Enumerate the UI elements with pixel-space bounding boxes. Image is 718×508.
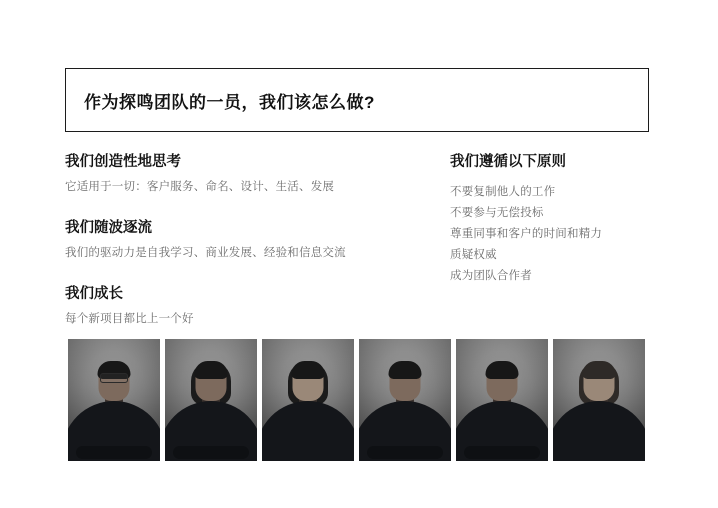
principle-item: 成为团队合作者 — [450, 270, 532, 282]
principle-item: 尊重同事和客户的时间和精力 — [450, 228, 603, 240]
value-block-title: 我们成长 — [65, 286, 123, 302]
team-member-portrait-3 — [262, 339, 354, 461]
headline-box — [65, 68, 649, 132]
portrait-arms — [173, 446, 249, 459]
team-member-portrait-6 — [553, 339, 645, 461]
team-member-portrait-1 — [68, 339, 160, 461]
value-block-subtitle: 我们的驱动力是自我学习、商业发展、经验和信息交流 — [65, 247, 346, 259]
glasses-icon — [100, 373, 128, 383]
portrait-hair — [195, 361, 228, 379]
value-block-subtitle: 它适用于一切：客户服务、命名、设计、生活、发展 — [65, 181, 335, 193]
team-member-portrait-2 — [165, 339, 257, 461]
value-block-title: 我们随波逐流 — [65, 220, 152, 236]
portrait-hair — [292, 361, 325, 379]
right-column — [450, 152, 649, 328]
principle-item: 不要复制他人的工作 — [450, 186, 556, 198]
content-columns — [65, 152, 649, 328]
team-photo-strip — [68, 339, 650, 461]
value-block-subtitle: 每个新项目都比上一个好 — [65, 313, 194, 325]
portrait-hair — [583, 361, 616, 379]
portrait-arms — [367, 446, 443, 459]
team-member-portrait-5 — [456, 339, 548, 461]
value-block — [65, 218, 450, 262]
portrait-hair — [389, 361, 422, 379]
value-block-title: 我们创造性地思考 — [65, 154, 181, 170]
team-member-portrait-4 — [359, 339, 451, 461]
principle-item: 质疑权威 — [450, 249, 497, 261]
portrait-hair — [486, 361, 519, 379]
portrait-arms — [76, 446, 152, 459]
principle-item: 不要参与无偿投标 — [450, 207, 544, 219]
left-column — [65, 152, 450, 328]
value-block — [65, 284, 450, 328]
value-block — [65, 152, 450, 196]
portrait-arms — [464, 446, 540, 459]
page-title: 作为探鸣团队的一员，我们该怎么做? — [84, 92, 375, 112]
principles-title: 我们遵循以下原则 — [450, 154, 566, 170]
